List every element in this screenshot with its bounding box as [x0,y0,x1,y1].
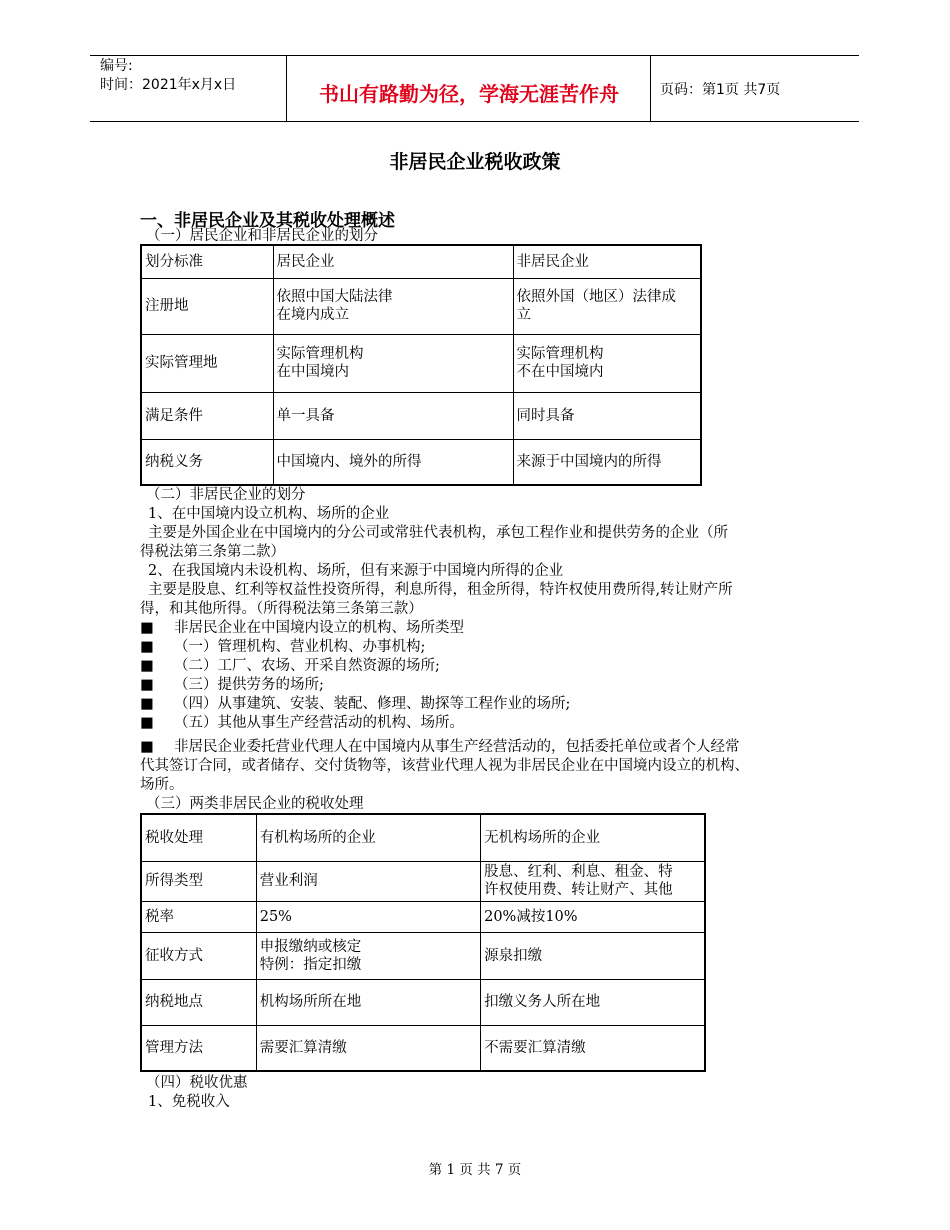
item-2-title: 2、在我国境内未设机构、场所，但有来源于中国境内所得的企业 [148,563,564,579]
tax-table-cell [141,979,256,1025]
tax-table-cell-text: 特例：指定扣缴 [259,956,362,973]
tax-table-cell [256,901,480,932]
residency-table-cell [141,278,273,334]
tax-table-cell-text: 税收处理 [145,829,203,846]
residency-table-cell-text: 在中国境内 [276,364,349,380]
residency-table-row [141,245,701,278]
tax-table-cell-text: 机构场所所在地 [259,994,362,1010]
subsection-4-heading: （四）税收优惠 [146,1075,248,1091]
list-item-text: （三）提供劳务的场所; [174,677,324,693]
tax-table-cell [481,861,705,901]
header-top-rule [90,55,859,56]
tax-table-cell [256,814,480,861]
residency-table-cell-text: 实际管理地 [145,355,218,371]
tax-table-cell [481,814,705,861]
tax-table-cell-text: 不需要汇算清缴 [484,1039,586,1056]
tax-table-row [141,814,705,861]
residency-table-cell-text: 在境内成立 [276,307,349,323]
tax-table-cell [141,861,256,901]
tax-table-cell-text: 扣缴义务人所在地 [484,994,601,1010]
residency-table-cell [513,245,701,278]
item-1-title: 1、在中国境内设立机构、场所的企业 [148,506,390,522]
residency-table-cell [141,334,273,392]
residency-table-row [141,278,701,334]
residency-table-cell [513,278,701,334]
tax-table-cell-text: 申报缴纳或核定 [259,938,362,955]
tax-table-cell-text: 管理方法 [145,1039,203,1056]
residency-table-cell-text: 划分标准 [145,253,203,270]
residency-table-cell [273,245,513,278]
residency-table-cell [273,278,513,334]
tax-table-row [141,861,705,901]
tax-table-cell-text: 需要汇算清缴 [259,1039,347,1056]
section-heading: 一、非居民企业及其税收处理概述 [140,211,395,231]
subsection-3-heading: （三）两类非居民企业的税收处理 [146,796,364,812]
tax-table-row [141,901,705,932]
tax-table-cell-text: 营业利润 [259,873,318,889]
bullet-square-icon: ■ [140,658,154,674]
tax-free-income-item: 1、免税收入 [148,1094,230,1110]
residency-table-cell-text: 依照外国（地区）法律成 [516,289,676,305]
tax-table-cell [481,932,705,979]
doc-number-label: 编号: [100,58,133,74]
tax-table-cell-text: 征收方式 [145,947,203,964]
header-page-info: 页码：第1页 共7页 [660,82,781,98]
residency-table-cell-text: 单一具备 [276,407,335,424]
tax-table-cell [481,979,705,1025]
residency-table-row [141,334,701,392]
residency-table-cell [513,334,701,392]
residency-table-cell-text: 居民企业 [276,253,335,270]
tax-treatment-table [140,813,706,1072]
list-item [140,638,830,657]
subsection-2-heading: （二）非居民企业的划分 [146,487,306,503]
agent-paragraph-line3: 场所。 [140,777,184,793]
residency-table-cell [273,334,513,392]
residency-table-cell [513,392,701,439]
list-item [140,676,830,695]
list-item [140,695,830,714]
header-meta [100,57,236,95]
residency-table-cell-text: 实际管理机构 [276,346,364,362]
list-item-text: （一）管理机构、营业机构、办事机构; [174,639,426,655]
tax-table-cell-text: 许权使用费、转让财产、其他 [484,882,673,898]
tax-table-cell-text: 无机构场所的企业 [484,829,601,846]
header-divider-left [286,55,287,121]
residency-table-cell [273,392,513,439]
bullet-square-icon: ■ [140,696,154,712]
bullet-square-icon: ■ [140,639,154,655]
list-item-text: （二）工厂、农场、开采自然资源的场所; [174,658,440,674]
residency-table-cell-text: 来源于中国境内的所得 [516,453,662,470]
tax-table-row [141,932,705,979]
list-item-text: 非居民企业在中国境内设立的机构、场所类型 [174,620,464,636]
residency-table-cell-text: 纳税义务 [145,453,203,470]
tax-table-cell-text: 纳税地点 [145,994,203,1010]
tax-table-cell [141,901,256,932]
tax-table-cell-text: 所得类型 [145,873,203,889]
tax-table-row [141,979,705,1025]
tax-table-row [141,1025,705,1071]
item-1-desc-line1: 主要是外国企业在中国境内的分公司或常驻代表机构，承包工程作业和提供劳务的企业（所 [148,525,728,541]
tax-table-cell [141,814,256,861]
residency-comparison-table [140,244,702,486]
residency-table-cell-text: 立 [516,307,531,323]
item-2-desc-line1: 主要是股息、红利等权益性投资所得，利息所得，租金所得，特许权使用费所得,转让财产所 [148,582,733,598]
bullet-square-icon: ■ [140,715,154,731]
residency-table-cell-text: 实际管理机构 [516,346,604,362]
header-bottom-rule [90,121,859,122]
header-divider-right [650,55,651,121]
tax-table-cell [481,901,705,932]
residency-table-row [141,392,701,439]
tax-table-cell-text: 源泉扣缴 [484,947,543,964]
residency-table-cell [273,439,513,485]
residency-table-cell-text: 非居民企业 [516,253,589,270]
tax-table-cell-text: 20%减按10% [484,908,578,925]
residency-table-cell [513,439,701,485]
item-1-desc-line2: 得税法第三条第二款） [140,544,285,560]
residency-table-cell [141,439,273,485]
item-2-desc-line2: 得，和其他所得。（所得税法第三条第三款） [140,601,423,617]
tax-table-cell [256,932,480,979]
residency-table-cell [141,392,273,439]
tax-table-cell-text: 有机构场所的企业 [259,829,376,846]
tax-table-cell-text: 25% [259,908,292,925]
bullet-square-icon: ■ [140,739,154,755]
tax-table-cell [141,1025,256,1071]
residency-table-cell-text: 满足条件 [145,407,203,424]
tax-table-cell [256,979,480,1025]
header-motto: 书山有路勤为径，学海无涯苦作舟 [319,82,619,106]
list-item-text: （五）其他从事生产经营活动的机构、场所。 [174,715,464,731]
residency-table-cell-text: 中国境内、境外的所得 [276,453,422,470]
page-footer: 第 1 页 共 7 页 [428,1162,522,1178]
doc-time-label: 时间：2021年x月x日 [100,77,237,93]
agent-paragraph-line2: 代其签订合同，或者储存、交付货物等，该营业代理人视为非居民企业在中国境内设立的机构、 [140,758,749,774]
residency-table-cell-text: 同时具备 [516,407,575,424]
agent-paragraph-line1: ■ 非居民企业委托营业代理人在中国境内从事生产经营活动的，包括委托单位或者个人经常 [140,739,740,755]
residency-table-cell-text: 注册地 [145,298,189,314]
tax-table-cell [481,1025,705,1071]
list-item-text: （四）从事建筑、安装、装配、修理、勘探等工程作业的场所; [174,696,571,712]
tax-table-cell [256,1025,480,1071]
document-title: 非居民企业税收政策 [389,151,561,173]
subsection-1-heading: （一）居民企业和非居民企业的划分 [146,228,378,244]
tax-table-cell [141,932,256,979]
tax-table-cell [256,861,480,901]
bullet-square-icon: ■ [140,620,154,636]
tax-table-cell-text: 股息、红利、利息、租金、特 [484,864,673,880]
residency-table-row [141,439,701,485]
residency-table-cell-text: 依照中国大陆法律 [276,289,393,305]
tax-table-cell-text: 税率 [145,908,174,925]
list-item [140,657,830,676]
bullet-square-icon: ■ [140,677,154,693]
list-item [140,714,830,733]
list-item [140,619,830,638]
residency-table-cell [141,245,273,278]
residency-table-cell-text: 不在中国境内 [516,364,604,380]
